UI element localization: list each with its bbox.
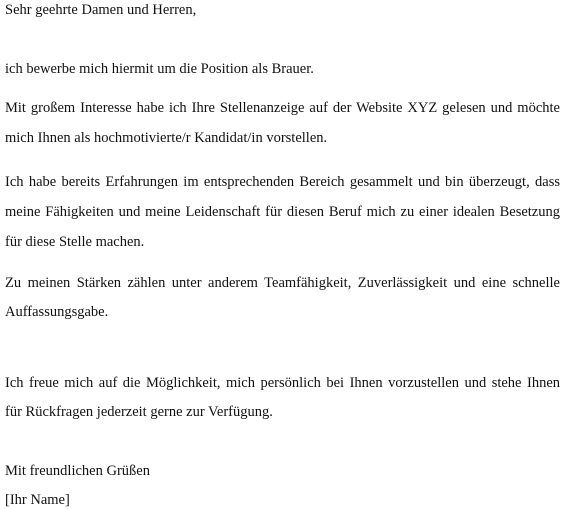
signature-name: [Ihr Name]: [5, 492, 70, 508]
paragraph-3-line-1: Zu meinen Stärken zählen unter anderem Teamfähigkeit, Zuverlässigkeit und eine schnelle: [5, 275, 560, 291]
paragraph-2-line-2: meine Fähigkeiten und meine Leidenschaft für diesen Beruf mich zu einer idealen Besetzung: [5, 204, 560, 220]
intro-line: ich bewerbe mich hiermit um die Position als Brauer.: [5, 61, 314, 77]
paragraph-4-line-1: Ich freue mich auf die Möglichkeit, mich persönlich bei Ihnen vorzustellen und stehe Ihnen: [5, 375, 560, 391]
paragraph-4-line-2: für Rückfragen jederzeit gerne zur Verfügung.: [5, 404, 273, 420]
paragraph-1-line-2: mich Ihnen als hochmotivierte/r Kandidat/in vorstellen.: [5, 130, 328, 146]
paragraph-3-line-2: Auffassungsgabe.: [5, 304, 109, 320]
closing: Mit freundlichen Grüßen: [5, 463, 150, 479]
paragraph-2-line-1: Ich habe bereits Erfahrungen im entsprechenden Bereich gesammelt und bin überzeugt, dass: [5, 174, 560, 190]
paragraph-1-line-1: Mit großem Interesse habe ich Ihre Stellenanzeige auf der Website XYZ gelesen und möchte: [5, 100, 560, 116]
salutation: Sehr geehrte Damen und Herren,: [5, 2, 197, 18]
paragraph-2-line-3: für diese Stelle machen.: [5, 234, 145, 250]
